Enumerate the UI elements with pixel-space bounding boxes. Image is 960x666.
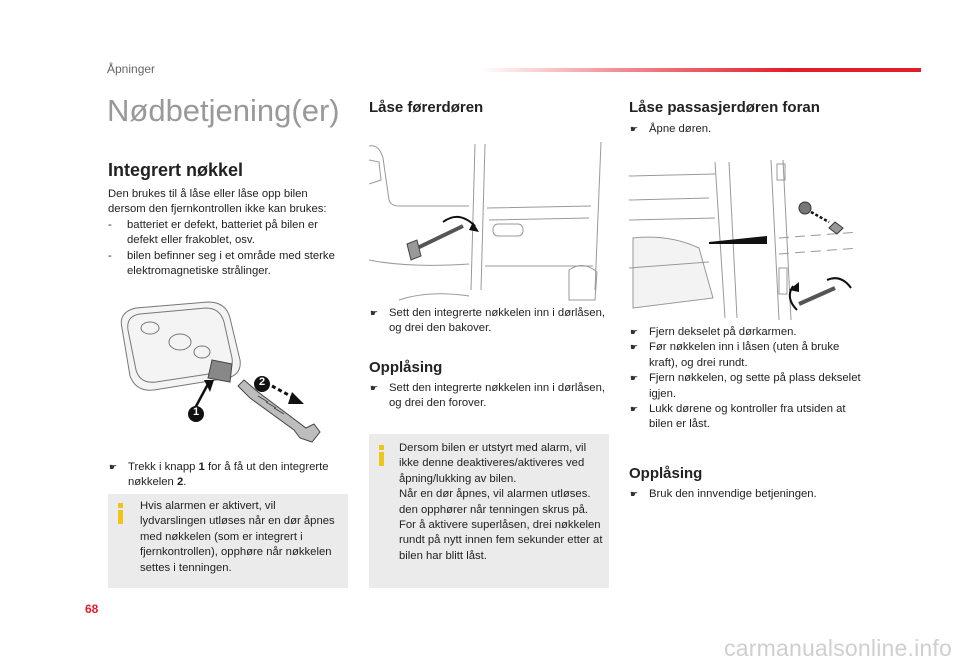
step-text: Sett den integrerte nøkkelen inn i dørlåsen, og drei den bakover. xyxy=(389,307,606,335)
key-fob-illustration xyxy=(108,300,348,450)
list-item xyxy=(108,218,340,249)
intro-paragraph: Den brukes til å låse eller låse opp bilen dersom den fjernkontrollen ikke kan brukes: xyxy=(108,188,327,216)
step-text: Fjern nøkkelen, og sette på plass dekselet igjen. xyxy=(649,372,861,400)
pointing-hand-icon: ☛ xyxy=(630,125,639,135)
list-item-text: batteriet er defekt, batteriet på bilen er defekt eller frakoblet, osv. xyxy=(127,218,318,247)
page-number: 68 xyxy=(85,602,99,616)
pointing-hand-icon: ☛ xyxy=(630,490,639,500)
pointing-hand-icon: ☛ xyxy=(630,343,639,354)
figure-label-2: 2 xyxy=(258,376,266,388)
info-note-col2 xyxy=(369,434,609,588)
pointing-hand-icon: ☛ xyxy=(630,374,639,385)
pointing-hand-icon: ☛ xyxy=(630,328,639,338)
step-text: Lukk dørene og kontroller fra utsiden at bilen er låst. xyxy=(649,403,846,431)
bullet-item xyxy=(369,306,609,337)
pointing-hand-icon: ☛ xyxy=(109,463,118,473)
passenger-door-drawing xyxy=(629,158,859,323)
driver-door-drawing xyxy=(369,140,609,305)
bullet-item xyxy=(629,325,869,340)
step-opplas xyxy=(369,381,609,412)
info-note-text: Dersom bilen er utstyrt med alarm, vil ikke denne deaktiveres/aktiveres ved åpning/lukking av bilen. Når en dør åpnes, vil alarmen utløses. den opphører når tenningen skrus på. For å aktivere superlåsen, drei nøkkelen rundt på nytt innen fem sekunder etter at bilen har blitt låst. xyxy=(399,442,603,562)
key-fob-drawing xyxy=(108,300,348,450)
heading-lase-forerdoren: Låse førerdøren xyxy=(369,99,484,116)
bullet-item xyxy=(629,122,869,137)
heading-opplasing-col2: Opplåsing xyxy=(369,359,443,376)
step-trekk xyxy=(108,460,344,491)
heading-lase-passasjerdoren: Låse passasjerdøren foran xyxy=(629,99,820,116)
pointing-hand-icon: ☛ xyxy=(370,384,379,394)
bullet-item xyxy=(108,460,344,491)
figure-label-1: 1 xyxy=(192,406,200,418)
step-text: Trekk i knapp 1 for å få ut den integrerte nøkkelen 2. xyxy=(128,461,329,489)
info-note-text: Hvis alarmen er aktivert, vil lydvarslingen utløses når en dør åpnes med nøkkelen (som er integrert i fjernkontrollen), opphøre når nøkkelen settes i tenningen. xyxy=(140,500,335,574)
step-innvendig xyxy=(629,487,869,502)
dash-marker: - xyxy=(108,249,112,262)
pointing-hand-icon: ☛ xyxy=(370,309,379,319)
list-item xyxy=(108,249,340,280)
intro-text xyxy=(108,187,340,279)
bullet-item xyxy=(629,402,869,433)
info-note-col1 xyxy=(108,494,348,588)
bullet-item xyxy=(629,371,869,402)
page-title: Nødbetjening(er) xyxy=(107,93,340,128)
passenger-door-illustration xyxy=(629,158,859,323)
bullet-item xyxy=(629,340,869,371)
step-text: Før nøkkelen inn i låsen (uten å bruke kraft), og drei rundt. xyxy=(649,341,840,369)
bullet-item xyxy=(629,487,869,502)
section-label: Åpninger xyxy=(107,62,156,76)
pointing-hand-icon: ☛ xyxy=(630,405,639,416)
step-text: Bruk den innvendige betjeningen. xyxy=(649,488,817,500)
header-accent-bar xyxy=(480,68,921,72)
bullet-item xyxy=(369,381,609,412)
step-text: Åpne døren. xyxy=(649,123,712,135)
steps-passasjer xyxy=(629,325,869,433)
heading-opplasing-col3: Opplåsing xyxy=(629,465,703,482)
step-lase xyxy=(369,306,609,337)
heading-integrert-nokkel: Integrert nøkkel xyxy=(108,160,244,180)
watermark: carmanualsonline.info xyxy=(724,635,952,661)
step-text: Sett den integrerte nøkkelen inn i dørlåsen, og drei den forover. xyxy=(389,382,606,410)
step-text: Fjern dekselet på dørkarmen. xyxy=(649,326,797,338)
info-icon xyxy=(379,445,384,466)
info-icon xyxy=(118,503,123,524)
step-apne xyxy=(629,122,869,137)
dash-marker: - xyxy=(108,218,112,231)
list-item-text: bilen befinner seg i et område med sterke elektromagnetiske strålinger. xyxy=(127,249,335,278)
driver-door-illustration xyxy=(369,140,609,305)
